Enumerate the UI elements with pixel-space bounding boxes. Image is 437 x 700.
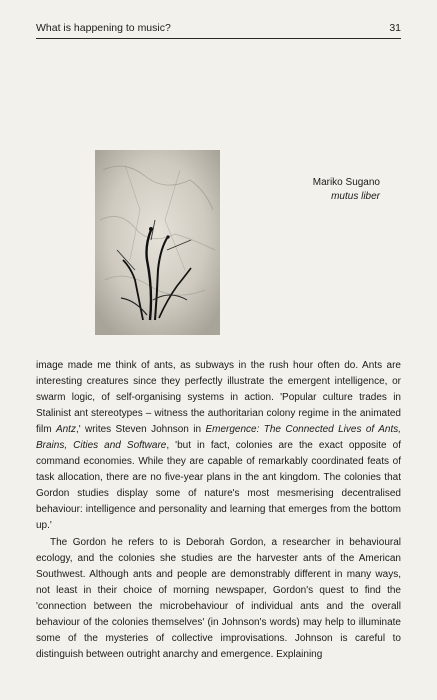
paragraph bbox=[36, 358, 401, 535]
figure-caption bbox=[260, 176, 380, 204]
body-text bbox=[36, 358, 401, 663]
page-number: 31 bbox=[389, 22, 401, 34]
running-title: What is happening to music? bbox=[36, 22, 171, 34]
caption-artwork-title: mutus liber bbox=[331, 191, 380, 202]
film-title: Antz bbox=[55, 424, 76, 436]
running-head bbox=[36, 22, 401, 34]
caption-artist: Mariko Sugano bbox=[312, 177, 380, 188]
artwork-image bbox=[95, 150, 220, 335]
paragraph-text: , 'but in fact, colonies are the exact opposite of command economies. While they are capable of remarkably coordinated feats of task allocation, there are no five-year plans in the ant kingdom. The colonies that Gordon studies display some of nature's most mesmerising decentralised behaviour: intelligence and personality and learning that emerges from the bottom up.' bbox=[36, 440, 401, 532]
book-title: Emergence: The Connected Lives of Ants, Brains, Cities and Software bbox=[36, 424, 401, 452]
artwork-illustration bbox=[95, 150, 220, 335]
paragraph-text: ,' writes Steven Johnson in bbox=[75, 424, 206, 436]
paragraph-text: image made me think of ants, as subways in the rush hour often do. Ants are interesting creatures since they perfectly illustrate the emergent intelligence, or swarm logic, of self-organising systems in action. 'Popular culture trades in Stalinist ant stereotypes – witness the authoritarian colony regime in the animated film bbox=[36, 360, 401, 436]
header-rule bbox=[36, 38, 401, 39]
paragraph: The Gordon he refers to is Deborah Gordon, a researcher in behavioural ecology, and the colonies she studies are the harvester ants of the American Southwest. Although ants and people are demonstrably different in many ways, not least in their choice of morning newspaper, Gordon's quest to find the 'connection between the microbehaviour of individual ants and the overall behaviour of the colonies themselves' (in Johnson's words) may help to illuminate some of the mysteries of collective improvisations. Johnson is careful to distinguish between outright anarchy and emergence. Explaining bbox=[36, 536, 401, 660]
